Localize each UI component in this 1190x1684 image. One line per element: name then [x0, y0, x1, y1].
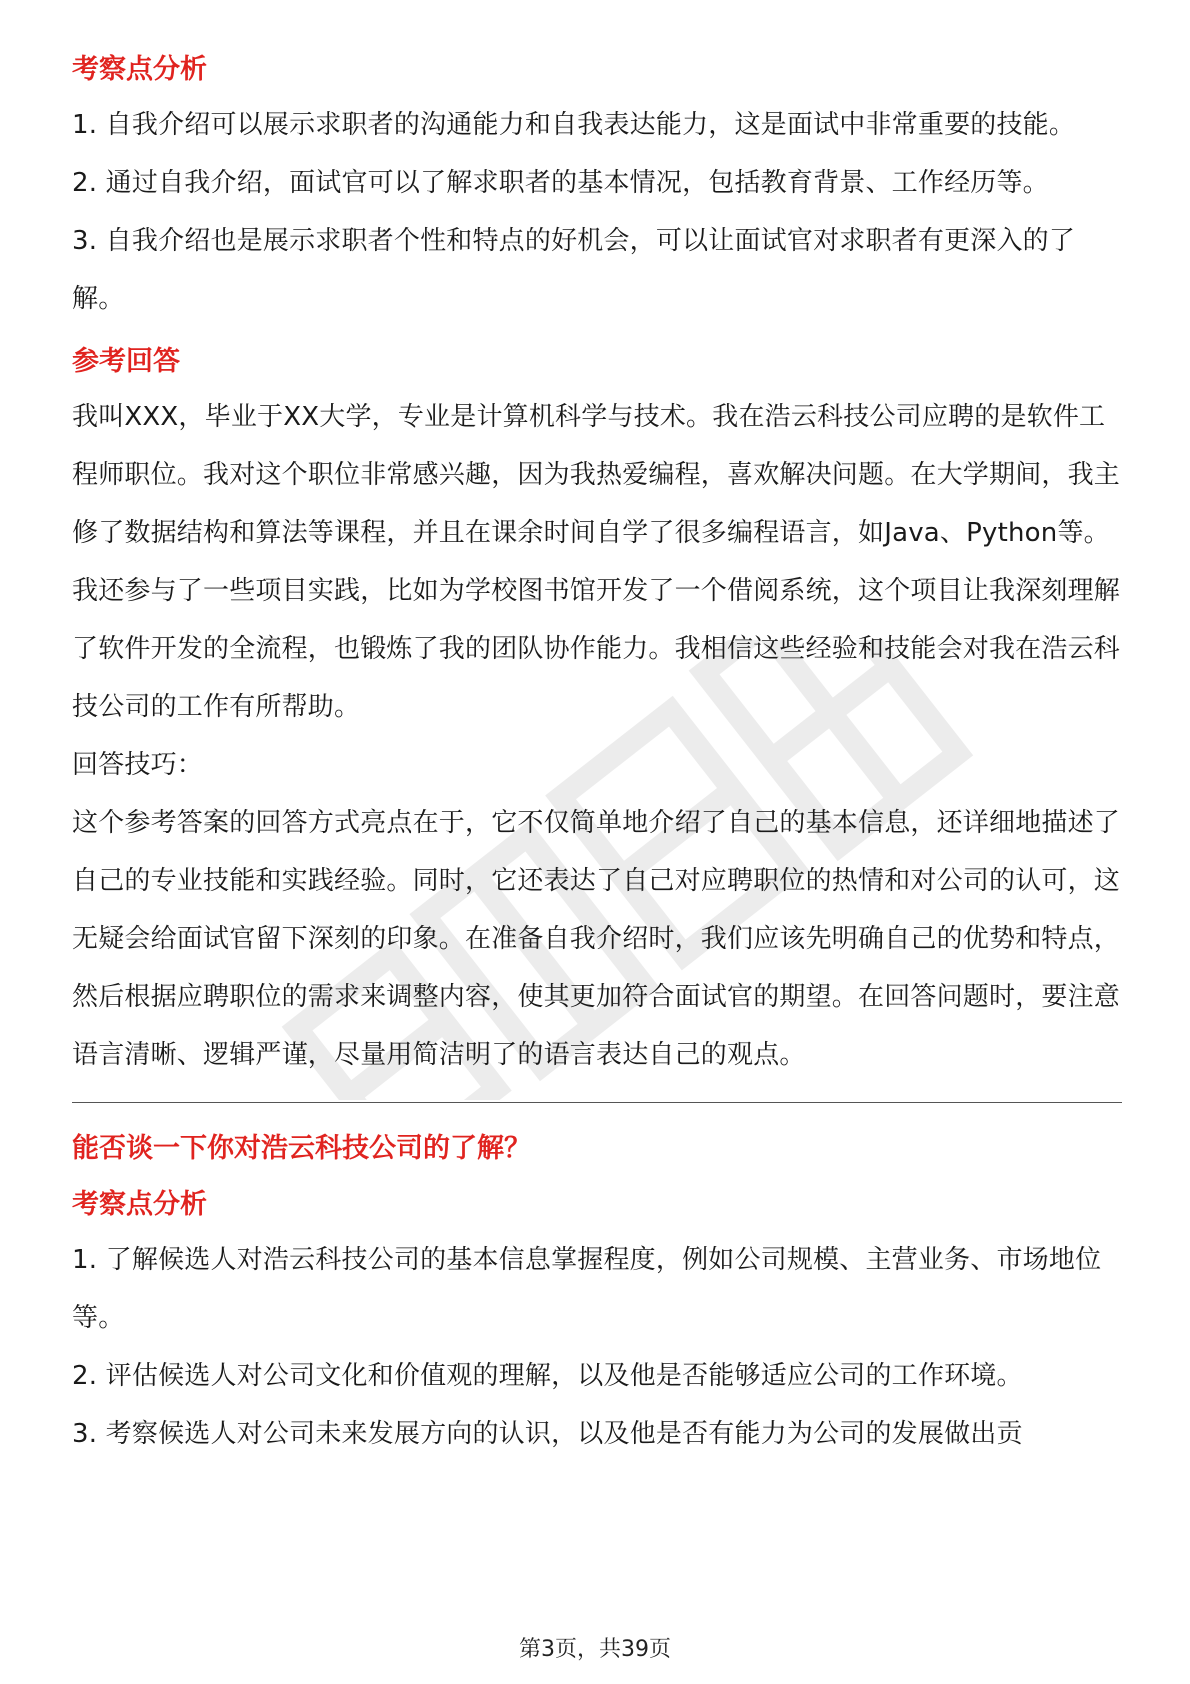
- analysis-heading: 考察点分析: [72, 1189, 207, 1220]
- analysis-item: 2. 通过自我介绍，面试官可以了解求职者的基本情况，包括教育背景、工作经历等。: [72, 168, 1049, 198]
- analysis-item: 3. 自我介绍也是展示求职者个性和特点的好机会，可以让面试官对求职者有更深入的了解。: [72, 226, 1076, 314]
- document-page: [72, 50, 1122, 1463]
- answer-heading: 参考回答: [72, 346, 180, 377]
- analysis-item: 1. 自我介绍可以展示求职者的沟通能力和自我表达能力，这是面试中非常重要的技能。: [72, 110, 1076, 140]
- analysis-heading: 考察点分析: [72, 54, 207, 85]
- question-title: 能否谈一下你对浩云科技公司的了解？: [72, 1133, 531, 1164]
- tips-label: 回答技巧：: [72, 750, 204, 780]
- section-divider: [72, 1102, 1122, 1103]
- analysis-item: 3. 考察候选人对公司未来发展方向的认识，以及他是否有能力为公司的发展做出贡: [72, 1419, 1023, 1449]
- page-number: 第3页，共39页: [519, 1637, 671, 1662]
- analysis-item: 2. 评估候选人对公司文化和价值观的理解，以及他是否能够适应公司的工作环境。: [72, 1361, 1023, 1391]
- analysis-item: 1. 了解候选人对浩云科技公司的基本信息掌握程度，例如公司规模、主营业务、市场地位等。: [72, 1245, 1102, 1333]
- answer-text: 我叫XXX，毕业于XX大学，专业是计算机科学与技术。我在浩云科技公司应聘的是软件工程师职位。我对这个职位非常感兴趣，因为我热爱编程，喜欢解决问题。在大学期间，我主修了数据结构和算法等课程，并且在课余时间自学了很多编程语言，如Java、Python等。我还参与了一些项目实践，比如为学校图书馆开发了一个借阅系统，这个项目让我深刻理解了软件开发的全流程，也锻炼了我的团队协作能力。我相信这些经验和技能会对我在浩云科技公司的工作有所帮助。: [72, 402, 1121, 722]
- tips-text: 这个参考答案的回答方式亮点在于，它不仅简单地介绍了自己的基本信息，还详细地描述了自己的专业技能和实践经验。同时，它还表达了自己对应聘职位的热情和对公司的认可，这无疑会给面试官留下深刻的印象。在准备自我介绍时，我们应该先明确自己的优势和特点，然后根据应聘职位的需求来调整内容，使其更加符合面试官的期望。在回答问题时，要注意语言清晰、逻辑严谨，尽量用简洁明了的语言表达自己的观点。: [72, 808, 1121, 1070]
